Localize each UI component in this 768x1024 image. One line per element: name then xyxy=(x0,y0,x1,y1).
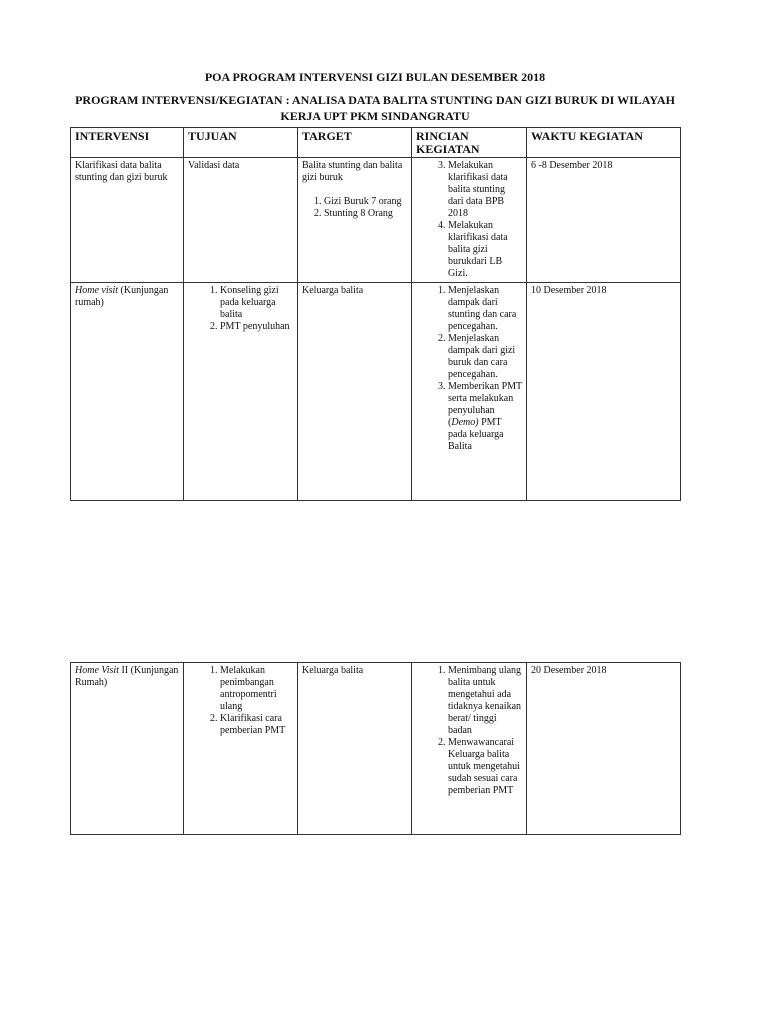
table-row xyxy=(71,663,681,835)
list-item: 2. Stunting 8 Orang xyxy=(324,208,407,220)
cell-rincian xyxy=(412,663,527,835)
cell-waktu: 6 -8 Desember 2018 xyxy=(527,158,681,283)
table-header-row xyxy=(71,128,681,158)
list-item: 1. Gizi Buruk 7 orang xyxy=(324,196,407,208)
cell-rincian xyxy=(412,283,527,501)
target-text: Balita stunting dan balita gizi buruk xyxy=(302,160,403,183)
rincian-list xyxy=(416,665,522,797)
intervensi-italic: Home Visit xyxy=(75,665,119,676)
rincian-list xyxy=(416,285,522,453)
header-rincian-kegiatan: RINCIAN KEGIATAN xyxy=(412,128,527,158)
list-item: 1. Konseling gizi pada keluarga balita xyxy=(220,285,293,321)
target-list xyxy=(302,196,407,220)
cell-tujuan xyxy=(184,283,298,501)
list-item: 1. Melakukan penimbangan antropomentri ulang xyxy=(220,665,293,713)
cell-target xyxy=(298,158,412,283)
list-item: 3. Melakukan klarifikasi data balita stunting dari data BPB 2018 xyxy=(448,160,522,220)
poa-table-continued xyxy=(70,662,681,835)
cell-intervensi xyxy=(71,283,184,501)
header-tujuan: TUJUAN xyxy=(184,128,298,158)
poa-table xyxy=(70,127,681,501)
list-item: 1. Menjelaskan dampak dari stunting dan cara pencegahan. xyxy=(448,285,522,333)
table-row xyxy=(71,158,681,283)
cell-tujuan: Validasi data xyxy=(184,158,298,283)
intervensi-italic: Home visit xyxy=(75,285,119,296)
list-item: 2. Klarifikasi cara pemberian PMT xyxy=(220,713,293,737)
tujuan-list xyxy=(188,285,293,333)
tujuan-list xyxy=(188,665,293,737)
rincian3-b: PMT pada keluarga Balita xyxy=(448,417,504,452)
cell-intervensi xyxy=(71,663,184,835)
list-item: 4. Melakukan klarifikasi data balita gizi burukdari LB Gizi. xyxy=(448,220,522,280)
list-item: 2. Menjelaskan dampak dari gizi buruk dan cara pencegahan. xyxy=(448,333,522,381)
intervensi-rest: (Kunjungan rumah) xyxy=(75,285,169,308)
rincian-list xyxy=(416,160,522,280)
cell-target: Keluarga balita xyxy=(298,663,412,835)
document-subtitle: PROGRAM INTERVENSI/KEGIATAN : ANALISA DATA BALITA STUNTING DAN GIZI BURUK DI WILAYAH KERJA UPT PKM SINDANGRATU xyxy=(75,93,675,123)
list-item: 2. Menwawancarai Keluarga balita untuk mengetahui sudah sesuai cara pemberian PMT xyxy=(448,737,522,797)
list-item: 1. Menimbang ulang balita untuk mengetahui ada tidaknya kenaikan berat/ tinggi badan xyxy=(448,665,522,737)
cell-waktu: 20 Desember 2018 xyxy=(527,663,681,835)
intervensi-rest: II (Kunjungan Rumah) xyxy=(75,665,179,688)
document-title: POA PROGRAM INTERVENSI GIZI BULAN DESEMBER 2018 xyxy=(204,70,546,84)
cell-rincian xyxy=(412,158,527,283)
rincian3-italic: Demo) xyxy=(451,417,479,428)
list-item xyxy=(448,381,522,453)
list-item: 2. PMT penyuluhan xyxy=(220,321,293,333)
cell-target: Keluarga balita xyxy=(298,283,412,501)
rincian3-a: Memberikan PMT serta melakukan penyuluhan ( xyxy=(448,381,522,428)
cell-tujuan xyxy=(184,663,298,835)
header-waktu-kegiatan: WAKTU KEGIATAN xyxy=(527,128,681,158)
header-intervensi: INTERVENSI xyxy=(71,128,184,158)
header-target: TARGET xyxy=(298,128,412,158)
table-row xyxy=(71,283,681,501)
cell-intervensi: Klarifikasi data balita stunting dan gizi buruk xyxy=(71,158,184,283)
cell-waktu: 10 Desember 2018 xyxy=(527,283,681,501)
